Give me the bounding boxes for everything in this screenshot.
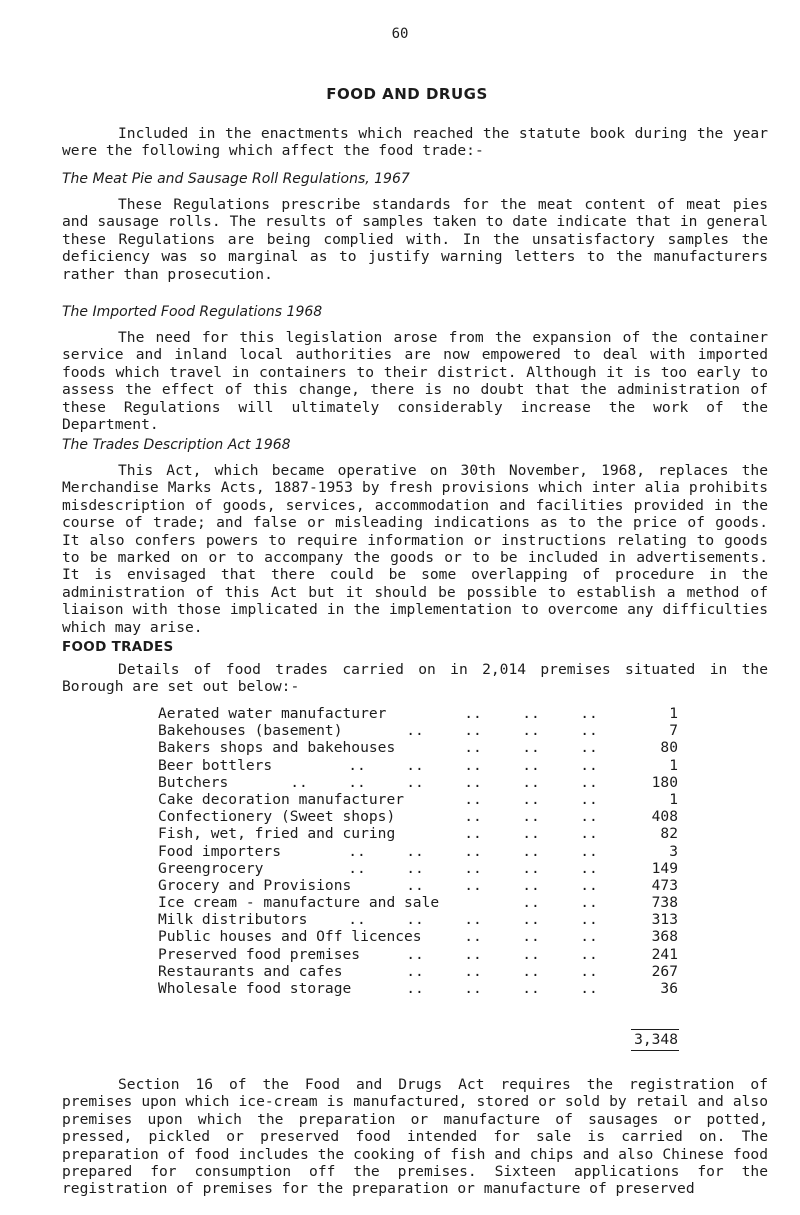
food-trades-heading: FOOD TRADES xyxy=(62,639,174,655)
leader-dots: .. xyxy=(580,962,598,980)
leader-dots: .. xyxy=(522,739,540,757)
table-row xyxy=(158,808,678,825)
leader-dots: .. xyxy=(580,928,598,946)
leader-dots: .. xyxy=(348,859,366,877)
leader-dots: .. xyxy=(580,773,598,791)
leader-dots: .. xyxy=(522,842,540,860)
trade-count: 368 xyxy=(651,928,678,946)
dot-leader xyxy=(444,705,618,722)
dot-leader xyxy=(328,911,618,928)
leader-dots: .. xyxy=(464,773,482,791)
trade-count: 36 xyxy=(660,980,678,997)
leader-dots: .. xyxy=(580,859,598,877)
leader-dots: .. xyxy=(464,756,482,774)
trade-label: Cake decoration manufacturer xyxy=(158,790,405,808)
trade-count: 473 xyxy=(651,876,678,894)
table-row xyxy=(158,825,678,842)
trade-label: Aerated water manufacturer xyxy=(158,705,387,722)
leader-dots: .. xyxy=(464,911,482,929)
leader-dots: .. xyxy=(580,790,598,808)
leader-dots: .. xyxy=(580,739,598,757)
dot-leader xyxy=(386,877,618,894)
trade-label: Fish, wet, fried and curing xyxy=(158,825,396,843)
trade-label: Preserved food premises xyxy=(158,945,361,963)
leader-dots: .. xyxy=(580,911,598,929)
leader-dots: .. xyxy=(406,842,424,860)
dot-leader xyxy=(270,774,618,791)
trade-count: 80 xyxy=(660,739,678,757)
table-row xyxy=(158,963,678,980)
leader-dots: .. xyxy=(522,928,540,946)
page-number: 60 xyxy=(391,26,409,42)
leader-dots: .. xyxy=(406,773,424,791)
dot-leader xyxy=(444,825,618,842)
leader-dots: .. xyxy=(580,705,598,722)
trade-label: Greengrocery xyxy=(158,859,264,877)
leader-dots: .. xyxy=(406,911,424,929)
table-row xyxy=(158,705,678,722)
total-rule xyxy=(631,1050,679,1051)
table-row xyxy=(158,791,678,808)
trade-label: Restaurants and cafes xyxy=(158,962,343,980)
food-trades-intro: Details of food trades carried on in 2,014 premises situated in the Borough are set out below:- xyxy=(62,661,768,696)
dot-leader xyxy=(386,963,618,980)
trade-count: 7 xyxy=(669,722,678,740)
subtotal-rule xyxy=(631,1029,679,1030)
leader-dots: .. xyxy=(580,722,598,740)
trade-count: 1 xyxy=(669,790,678,808)
table-row xyxy=(158,722,678,739)
leader-dots: .. xyxy=(406,876,424,894)
leader-dots: .. xyxy=(348,756,366,774)
leader-dots: .. xyxy=(464,808,482,826)
leader-dots: .. xyxy=(580,842,598,860)
dot-leader xyxy=(328,757,618,774)
table-row xyxy=(158,946,678,963)
table-row xyxy=(158,860,678,877)
leader-dots: .. xyxy=(406,756,424,774)
leader-dots: .. xyxy=(348,842,366,860)
trade-count: 738 xyxy=(651,894,678,912)
dot-leader xyxy=(386,722,618,739)
trade-label: Butchers xyxy=(158,773,229,791)
trade-count: 267 xyxy=(651,962,678,980)
trade-count: 1 xyxy=(669,705,678,722)
leader-dots: .. xyxy=(464,790,482,808)
trade-label: Ice cream - manufacture and sale xyxy=(158,894,440,912)
trade-count: 1 xyxy=(669,756,678,774)
trade-count: 82 xyxy=(660,825,678,843)
leader-dots: .. xyxy=(348,911,366,929)
leader-dots: .. xyxy=(290,773,308,791)
closing-paragraph: Section 16 of the Food and Drugs Act requires the registration of premises upon which ice-cream is manufactured, stored or sold by retail and also premises upon which the preparation or manufacture of sausages or potted, pressed, pickled or preserved food intended for sale is carried on. The preparation of food includes the cooking of fish and chips and also Chinese food prepared for consumption off the premises. Sixteen applications for the registration of premises for the preparation or manufacture of preserved xyxy=(62,1076,768,1198)
trade-label: Milk distributors xyxy=(158,911,308,929)
trade-label: Bakers shops and bakehouses xyxy=(158,739,396,757)
table-row xyxy=(158,877,678,894)
trade-count: 408 xyxy=(651,808,678,826)
table-row xyxy=(158,894,678,911)
leader-dots: .. xyxy=(464,962,482,980)
trade-count: 180 xyxy=(651,773,678,791)
leader-dots: .. xyxy=(464,842,482,860)
leader-dots: .. xyxy=(580,808,598,826)
leader-dots: .. xyxy=(580,756,598,774)
leader-dots: .. xyxy=(406,980,424,997)
trade-count: 313 xyxy=(651,911,678,929)
trade-label: Beer bottlers xyxy=(158,756,273,774)
table-row xyxy=(158,980,678,997)
leader-dots: .. xyxy=(522,945,540,963)
leader-dots: .. xyxy=(406,945,424,963)
food-trades-total: 3,348 xyxy=(634,1031,678,1048)
leader-dots: .. xyxy=(580,980,598,997)
section-heading-imported-food: The Imported Food Regulations 1968 xyxy=(62,304,323,320)
leader-dots: .. xyxy=(464,928,482,946)
leader-dots: .. xyxy=(464,980,482,997)
section-body-meat-pie: These Regulations prescribe standards for the meat content of meat pies and sausage rolls. The results of samples taken to date indicate that in general these Regulations are being complied with. In the unsatisfactory samples the deficiency was so marginal as to justify warning letters to the manufacturers rather than prosecution. xyxy=(62,196,768,283)
trade-count: 241 xyxy=(651,945,678,963)
leader-dots: .. xyxy=(522,859,540,877)
table-row xyxy=(158,739,678,756)
leader-dots: .. xyxy=(406,722,424,740)
dot-leader xyxy=(444,808,618,825)
dot-leader xyxy=(444,928,618,945)
leader-dots: .. xyxy=(406,859,424,877)
leader-dots: .. xyxy=(580,945,598,963)
section-body-trades-description: This Act, which became operative on 30th November, 1968, replaces the Merchandise Marks Acts, 1887-1953 by fresh provisions which inter alia prohibits misdescription of goods, services, accommodation and facilities provided in the course of trade; and false or misleading indications as to the price of goods. It also confers powers to require information or instructions relating to goods to be marked on or to accompany the goods or to be included in advertisements. It is envisaged that there could be some overlapping of procedure in the administration of this Act but it should be possible to establish a method of liaison with those implicated in the implementation to overcome any difficulties which may arise. xyxy=(62,462,768,636)
leader-dots: .. xyxy=(522,722,540,740)
food-trades-table xyxy=(158,705,678,997)
leader-dots: .. xyxy=(522,876,540,894)
section-heading-trades-description: The Trades Description Act 1968 xyxy=(62,437,291,453)
dot-leader xyxy=(386,946,618,963)
leader-dots: .. xyxy=(522,790,540,808)
trade-label: Public houses and Off licences xyxy=(158,928,422,946)
table-row xyxy=(158,911,678,928)
trade-label: Grocery and Provisions xyxy=(158,876,352,894)
leader-dots: .. xyxy=(464,876,482,894)
table-row xyxy=(158,757,678,774)
leader-dots: .. xyxy=(580,825,598,843)
leader-dots: .. xyxy=(522,894,540,912)
trade-count: 149 xyxy=(651,859,678,877)
section-heading-meat-pie: The Meat Pie and Sausage Roll Regulations, 1967 xyxy=(62,171,410,187)
table-row xyxy=(158,843,678,860)
leader-dots: .. xyxy=(522,980,540,997)
leader-dots: .. xyxy=(522,756,540,774)
leader-dots: .. xyxy=(522,705,540,722)
leader-dots: .. xyxy=(522,773,540,791)
leader-dots: .. xyxy=(406,962,424,980)
page-title: FOOD AND DRUGS xyxy=(326,85,488,103)
leader-dots: .. xyxy=(464,739,482,757)
leader-dots: .. xyxy=(580,894,598,912)
leader-dots: .. xyxy=(522,808,540,826)
leader-dots: .. xyxy=(464,825,482,843)
trade-label: Bakehouses (basement) xyxy=(158,722,343,740)
trade-count: 3 xyxy=(669,842,678,860)
dot-leader xyxy=(444,791,618,808)
leader-dots: .. xyxy=(464,945,482,963)
dot-leader xyxy=(444,739,618,756)
intro-paragraph: Included in the enactments which reached the statute book during the year were the following which affect the food trade:- xyxy=(62,125,768,160)
trade-label: Confectionery (Sweet shops) xyxy=(158,808,396,826)
leader-dots: .. xyxy=(522,911,540,929)
leader-dots: .. xyxy=(522,825,540,843)
leader-dots: .. xyxy=(580,876,598,894)
dot-leader xyxy=(328,860,618,877)
dot-leader xyxy=(502,894,618,911)
trade-label: Food importers xyxy=(158,842,282,860)
table-row xyxy=(158,774,678,791)
table-row xyxy=(158,928,678,945)
leader-dots: .. xyxy=(464,722,482,740)
trade-label: Wholesale food storage xyxy=(158,980,352,997)
leader-dots: .. xyxy=(464,705,482,722)
dot-leader xyxy=(386,980,618,997)
leader-dots: .. xyxy=(348,773,366,791)
leader-dots: .. xyxy=(464,859,482,877)
leader-dots: .. xyxy=(522,962,540,980)
section-body-imported-food: The need for this legislation arose from the expansion of the container service and inland local authorities are now empowered to deal with imported foods which travel in containers to their district. Although it is too early to assess the effect of this change, there is no doubt that the administration of these Regulations will ultimately considerably increase the work of the Department. xyxy=(62,329,768,434)
dot-leader xyxy=(328,843,618,860)
